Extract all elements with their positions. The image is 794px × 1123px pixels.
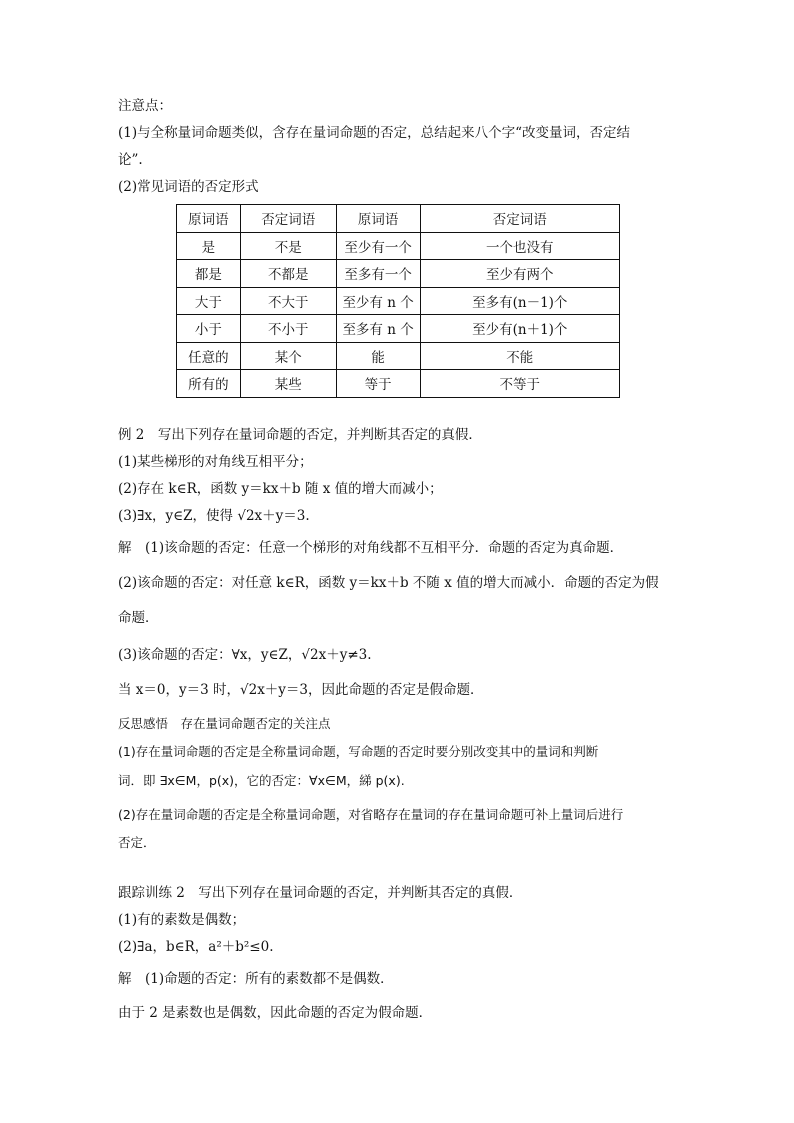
practice-2-prompt: 跟踪训练 2 写出下列存在量词命题的否定，并判断其否定的真假．	[118, 885, 523, 901]
example-2-question-2: (2)存在 k∈R，函数 y＝kx＋b 随 x 值的增大而减小；	[118, 481, 443, 497]
table-row	[177, 287, 620, 315]
table-cell: 某个	[240, 342, 336, 370]
table-cell: 所有的	[177, 370, 241, 398]
table-row	[177, 342, 620, 370]
practice-2-question-1: (1)有的素数是偶数；	[118, 912, 246, 928]
practice-2-question-2: (2)∃a，b∈R，a²＋b²≤0.	[118, 939, 274, 955]
table-cell: 任意的	[177, 342, 241, 370]
table-row	[177, 315, 620, 343]
table-cell: 大于	[177, 287, 241, 315]
table-header-cell: 原词语	[336, 205, 420, 233]
table-cell: 至少有(n＋1)个	[420, 315, 619, 343]
table-cell: 一个也没有	[420, 232, 619, 260]
example-2-question-3: (3)∃x，y∈Z，使得 √2x＋y＝3.	[118, 508, 310, 524]
table-cell: 是	[177, 232, 241, 260]
table-cell: 都是	[177, 260, 241, 288]
example-2-prompt: 例 2 写出下列存在量词命题的否定，并判断其否定的真假．	[118, 427, 482, 443]
notes-title: 注意点：	[118, 98, 172, 114]
table-cell: 不小于	[240, 315, 336, 343]
table-cell: 等于	[336, 370, 420, 398]
reflection-point-2-line-2: 否定．	[118, 835, 156, 850]
example-2-solution-1: 解 (1)该命题的否定：任意一个梯形的对角线都不互相平分．命题的否定为真命题．	[118, 540, 624, 556]
table-cell: 至多有一个	[336, 260, 420, 288]
table-row	[177, 260, 620, 288]
table-header-cell: 原词语	[177, 205, 241, 233]
example-2-solution-3-line-1: (3)该命题的否定：∀x，y∈Z，√2x＋y≠3.	[118, 647, 372, 663]
table-cell: 某些	[240, 370, 336, 398]
practice-2-solution-1: 解 (1)命题的否定：所有的素数都不是偶数．	[118, 971, 394, 987]
table-header-row	[177, 205, 620, 233]
table-row	[177, 370, 620, 398]
note-point-2: (2)常见词语的否定形式	[118, 179, 259, 195]
note-point-1-line-1: (1)与全称量词命题类似，含存在量词命题的否定，总结起来八个字“改变量词，否定结	[118, 125, 631, 141]
negation-forms-table	[176, 204, 620, 398]
table-cell: 不大于	[240, 287, 336, 315]
table-cell: 至少有两个	[420, 260, 619, 288]
table-cell: 至少有一个	[336, 232, 420, 260]
table-cell: 不都是	[240, 260, 336, 288]
table-cell: 至多有(n－1)个	[420, 287, 619, 315]
table-cell: 至少有 n 个	[336, 287, 420, 315]
table-cell: 不等于	[420, 370, 619, 398]
table-cell: 不能	[420, 342, 619, 370]
table-cell: 能	[336, 342, 420, 370]
note-point-1-line-2: 论”.	[118, 152, 143, 168]
example-2-solution-2-line-1: (2)该命题的否定：对任意 k∈R，函数 y＝kx＋b 不随 x 值的增大而减小．命题的否定为假	[118, 575, 659, 591]
table-header-cell: 否定词语	[420, 205, 619, 233]
reflection-point-2-line-1: (2)存在量词命题的否定是全称量词命题，对省略存在量词的存在量词命题可补上量词后进行	[118, 807, 624, 822]
table-cell: 小于	[177, 315, 241, 343]
example-2-solution-3-line-2: 当 x＝0，y＝3 时，√2x＋y＝3，因此命题的否定是假命题．	[118, 682, 484, 698]
example-2-question-1: (1)某些梯形的对角线互相平分；	[118, 454, 313, 470]
reflection-heading: 反思感悟 存在量词命题否定的关注点	[118, 716, 331, 731]
table-row	[177, 232, 620, 260]
reflection-point-1-line-2: 词．即 ∃x∈M，p(x)，它的否定：∀x∈M，綈 p(x).	[118, 773, 405, 788]
table-cell: 至多有 n 个	[336, 315, 420, 343]
reflection-point-1-line-1: (1)存在量词命题的否定是全称量词命题，写命题的否定时要分别改变其中的量词和判断	[118, 744, 599, 759]
example-2-solution-2-line-2: 命题．	[118, 610, 159, 626]
practice-2-solution-1-line-2: 由于 2 是素数也是偶数，因此命题的否定为假命题．	[118, 1005, 433, 1021]
table-header-cell: 否定词语	[240, 205, 336, 233]
table-cell: 不是	[240, 232, 336, 260]
